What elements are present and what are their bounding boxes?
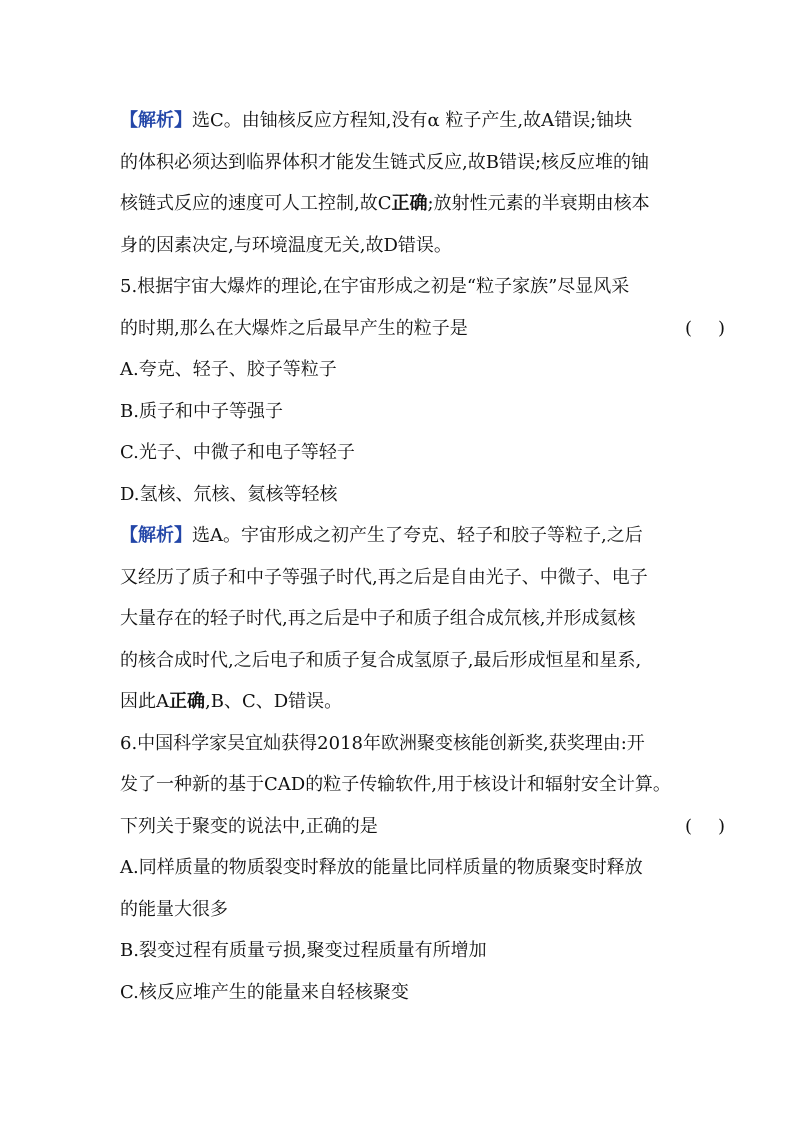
answer-blank: ( ) bbox=[684, 815, 725, 837]
question-5-option-d: D.氢核、氘核、氦核等轻核 bbox=[120, 483, 338, 505]
question-5-option-a: A.夸克、轻子、胶子等粒子 bbox=[120, 359, 337, 380]
document-page bbox=[120, 100, 725, 1013]
question-6-option-a-line-2: 的能量大很多 bbox=[120, 898, 228, 920]
analysis-2-line-2: 又经历了质子和中子等强子时代,再之后是自由光子、中微子、电子 bbox=[120, 566, 648, 588]
answer-blank: ( ) bbox=[684, 317, 725, 339]
question-6-line-2: 发了一种新的基于CAD的粒子传输软件,用于核设计和辐射安全计算。 bbox=[120, 774, 671, 795]
question-5-line-1: 5.根据宇宙大爆炸的理论,在宇宙形成之初是“粒子家族”尽显风采 bbox=[120, 276, 630, 297]
question-6-option-a-line-1: A.同样质量的物质裂变时释放的能量比同样质量的物质聚变时释放 bbox=[120, 857, 643, 878]
analysis-line-2: 的体积必须达到临界体积才能发生链式反应,故B错误;核反应堆的铀 bbox=[120, 151, 650, 173]
analysis-line-4: 身的因素决定,与环境温度无关,故D错误。 bbox=[120, 234, 452, 256]
analysis-2-line-1: 【解析】选A。宇宙形成之初产生了夸克、轻子和胶子等粒子,之后 bbox=[120, 525, 643, 546]
analysis-line-1: 【解析】选C。由铀核反应方程知,没有α 粒子产生,故A错误;铀块 bbox=[120, 110, 633, 131]
question-5-option-b: B.质子和中子等强子 bbox=[120, 400, 283, 422]
question-6-line-1: 6.中国科学家吴宜灿获得2018年欧洲聚变核能创新奖,获奖理由:开 bbox=[120, 732, 645, 754]
analysis-tag: 【解析】 bbox=[120, 525, 192, 546]
analysis-line-3: 核链式反应的速度可人工控制,故C正确;放射性元素的半衰期由核本 bbox=[120, 193, 650, 214]
question-5-option-c: C.光子、中微子和电子等轻子 bbox=[120, 442, 355, 463]
question-6-line-3: 下列关于聚变的说法中,正确的是 ( ) bbox=[120, 806, 725, 848]
question-6-option-c: C.核反应堆产生的能量来自轻核聚变 bbox=[120, 981, 409, 1003]
analysis-2-line-5: 因此A正确,B、C、D错误。 bbox=[120, 691, 343, 712]
analysis-tag: 【解析】 bbox=[120, 110, 192, 131]
analysis-2-line-4: 的核合成时代,之后电子和质子复合成氢原子,最后形成恒星和星系, bbox=[120, 649, 642, 671]
question-6-option-b: B.裂变过程有质量亏损,聚变过程质量有所增加 bbox=[120, 940, 487, 961]
question-5-line-2: 的时期,那么在大爆炸之后最早产生的粒子是 ( ) bbox=[120, 308, 725, 350]
analysis-2-line-3: 大量存在的轻子时代,再之后是中子和质子组合成氘核,并形成氦核 bbox=[120, 608, 636, 629]
